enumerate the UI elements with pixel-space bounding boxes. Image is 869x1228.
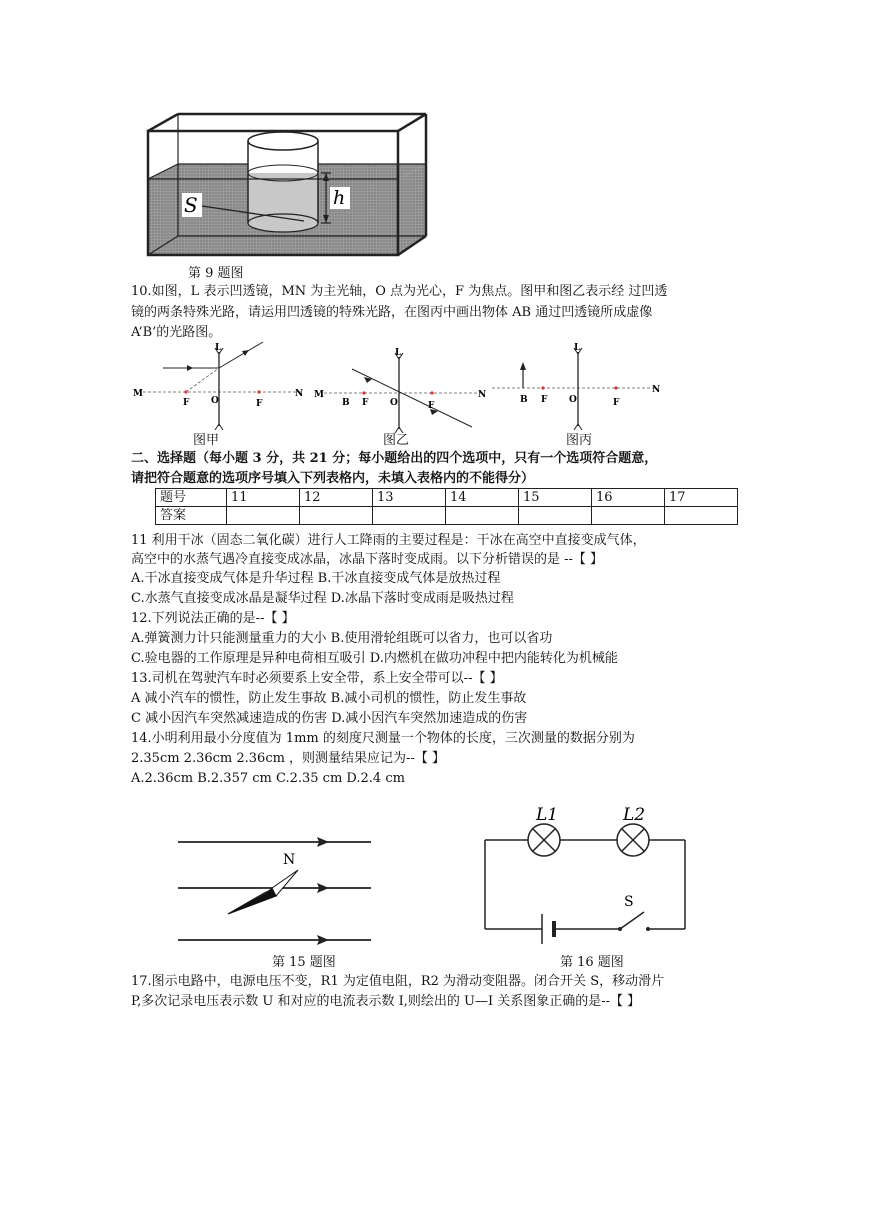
figure-16-caption: 第 16 题图 bbox=[560, 955, 624, 970]
q11-line-4: C.水蒸气直接变成冰晶是凝华过程 D.冰晶下落时变成雨是吸热过程 bbox=[131, 591, 514, 606]
q14-line-1: 14.小明利用最小分度值为 1mm 的刻度尺测量一个物体的长度，三次测量的数据分别为 bbox=[131, 731, 635, 746]
q11-line-3: A.干冰直接变成气体是升华过程 B.干冰直接变成气体是放热过程 bbox=[131, 571, 501, 586]
table-cell: 14 bbox=[446, 489, 519, 507]
table-cell: 12 bbox=[300, 489, 373, 507]
label-s: S bbox=[184, 193, 198, 217]
answer-cell[interactable] bbox=[592, 507, 665, 525]
table-head-answer: 答案 bbox=[156, 507, 227, 525]
label-l2: L2 bbox=[623, 805, 646, 825]
table-head-number: 题号 bbox=[156, 489, 227, 507]
figure-16-circuit bbox=[480, 802, 690, 947]
q11-line-1: 11 利用干冰（固态二氧化碳）进行人工降雨的主要过程是：干冰在高空中直接变成气体， bbox=[131, 533, 646, 548]
jia-label-l: L bbox=[215, 343, 222, 353]
q14-line-2: 2.35cm 2.36cm 2.36cm ，则测量结果应记为--【 】 bbox=[131, 751, 445, 766]
caption-jia: 图甲 bbox=[193, 433, 220, 448]
label-l1: L1 bbox=[536, 805, 559, 825]
jia-label-o: O bbox=[211, 396, 219, 406]
q10-line-1: 10.如图，L 表示凹透镜，MN 为主光轴，O 点为光心，F 为焦点。图甲和图乙表示经 过凹透 bbox=[131, 284, 668, 299]
lens-diagram-yi bbox=[312, 345, 487, 433]
answer-cell[interactable] bbox=[665, 507, 738, 525]
answer-table bbox=[155, 488, 738, 525]
bing-label-n: N bbox=[652, 385, 661, 395]
jia-label-m: M bbox=[133, 389, 143, 399]
q17-line-2: P,多次记录电压表示数 U 和对应的电流表示数 I,则绘出的 U—I 关系图象正确的是--【 】 bbox=[131, 994, 641, 1009]
compass-label-n: N bbox=[283, 852, 296, 868]
figure-15-caption: 第 15 题图 bbox=[272, 955, 336, 970]
lens-diagram-bing bbox=[490, 342, 665, 430]
section-2-heading-1: 二、选择题（每小题 3 分，共 21 分；每小题给出的四个选项中，只有一个选项符合题意， bbox=[131, 451, 658, 466]
q17-line-1: 17.图示电路中，电源电压不变，R1 为定值电阻，R2 为滑动变阻器。闭合开关 S，移动滑片 bbox=[131, 974, 665, 989]
q13-line-2: A 减小汽车的惯性，防止发生事故 B.减小司机的惯性，防止发生事故 bbox=[131, 691, 527, 706]
label-switch-s: S bbox=[624, 894, 634, 910]
q11-line-2: 高空中的水蒸气遇冷直接变成冰晶，冰晶下落时变成雨。以下分析错误的是 --【 】 bbox=[131, 552, 604, 567]
answer-cell[interactable] bbox=[519, 507, 592, 525]
section-2-heading-2: 请把符合题意的选项序号填入下列表格内，未填入表格内的不能得分） bbox=[131, 471, 535, 486]
yi-label-b: B bbox=[342, 398, 350, 408]
caption-yi: 图乙 bbox=[383, 433, 410, 448]
answer-cell[interactable] bbox=[373, 507, 446, 525]
answer-cell[interactable] bbox=[227, 507, 300, 525]
jia-label-f2: F bbox=[256, 399, 263, 409]
bing-label-b: B bbox=[520, 395, 528, 405]
yi-label-n: N bbox=[478, 390, 487, 400]
lens-diagram-jia bbox=[131, 340, 306, 430]
figure-9-tank bbox=[146, 111, 428, 259]
jia-label-n: N bbox=[295, 389, 304, 399]
table-cell: 15 bbox=[519, 489, 592, 507]
bing-label-l: L bbox=[574, 343, 581, 353]
yi-label-f2: F bbox=[428, 401, 435, 411]
jia-label-f1: F bbox=[183, 398, 190, 408]
q13-line-1: 13.司机在驾驶汽车时必须要系上安全带，系上安全带可以--【 】 bbox=[131, 671, 503, 686]
yi-label-l: L bbox=[395, 348, 402, 358]
q10-line-2: 镜的两条特殊光路，请运用凹透镜的特殊光路，在图丙中画出物体 AB 通过凹透镜所成虚像 bbox=[131, 305, 653, 320]
q10-line-3: A’B’的光路图。 bbox=[131, 325, 222, 340]
label-h: h bbox=[333, 187, 346, 209]
table-cell: 13 bbox=[373, 489, 446, 507]
yi-label-m: M bbox=[314, 390, 324, 400]
yi-label-f1: F bbox=[362, 398, 369, 408]
bing-label-o: O bbox=[569, 395, 577, 405]
answer-cell[interactable] bbox=[300, 507, 373, 525]
q12-line-2: A.弹簧测力计只能测量重力的大小 B.使用滑轮组既可以省力，也可以省功 bbox=[131, 631, 553, 646]
caption-bing: 图丙 bbox=[566, 433, 593, 448]
yi-label-o: O bbox=[390, 398, 398, 408]
table-cell: 11 bbox=[227, 489, 300, 507]
q12-line-3: C.验电器的工作原理是异种电荷相互吸引 D.内燃机在做功冲程中把内能转化为机械能 bbox=[131, 651, 618, 666]
q13-line-3: C 减小因汽车突然减速造成的伤害 D.减小因汽车突然加速造成的伤害 bbox=[131, 711, 528, 726]
figure-9-caption: 第 9 题图 bbox=[188, 266, 244, 281]
answer-cell[interactable] bbox=[446, 507, 519, 525]
q14-line-3: A.2.36cm B.2.357 cm C.2.35 cm D.2.4 cm bbox=[131, 771, 405, 786]
table-row bbox=[156, 489, 738, 507]
q12-line-1: 12.下列说法正确的是--【 】 bbox=[131, 611, 295, 626]
table-row bbox=[156, 507, 738, 525]
table-cell: 17 bbox=[665, 489, 738, 507]
figure-15-compass bbox=[176, 832, 376, 947]
bing-label-f2: F bbox=[613, 398, 620, 408]
bing-label-f1: F bbox=[541, 395, 548, 405]
table-cell: 16 bbox=[592, 489, 665, 507]
